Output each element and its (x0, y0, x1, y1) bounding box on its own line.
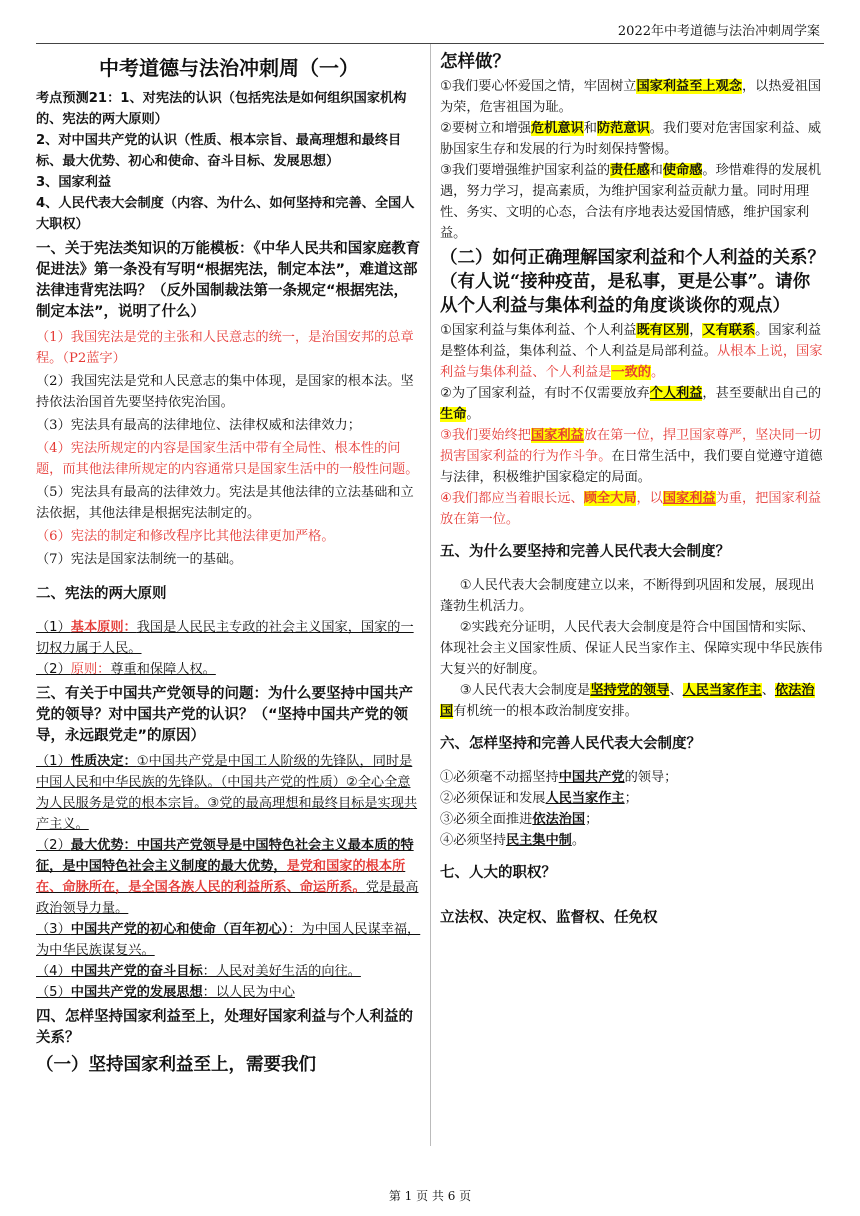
r-item-2-hl1: 危机意识 (530, 121, 584, 136)
q6-item-post: 。 (571, 833, 586, 848)
s-item-4-c: 为重，把国家利益放在第一位。 (440, 491, 822, 527)
q6-item-post: ； (585, 812, 599, 827)
q5-item-3-b: 有机统一的根本政治制度安排。 (453, 704, 638, 719)
sub2-heading: （二）如何正确理解国家利益和个人利益的关系？（有人说“接种疫苗，是私事，更是公事”。请你从个人利益与集体利益的角度谈谈你的观点） (440, 248, 825, 316)
q3-item-1-text: ①中国共产党是中国工人阶级的先锋队，同时是中国人民和中华民族的先锋队。（中国共产党的性质）②全心全意为人民服务是党的根本宗旨。③党的最高理想和最终目标是实现共产主义。 (36, 754, 418, 832)
q5-item-3-hl1: 坚持党的领导 (590, 683, 670, 698)
q6-item (440, 830, 826, 851)
q6-item (440, 767, 826, 788)
q5-item-3-hl2: 人民当家作主 (682, 683, 762, 698)
q5-item-3 (440, 680, 826, 722)
q7-heading: 七、人大的职权？ (440, 865, 556, 881)
s-item-1-hl3: 一致的 (611, 365, 651, 380)
q3-item-2-end: 党是最高政治领导力量。 (36, 880, 419, 916)
q5-item-3-a: ③人民代表大会制度是 (459, 683, 591, 698)
r-item-3-b: 。珍惜难得的发展机遇，努力学习，提高素质，为维护国家利益贡献力量。同时用理性、务实、文明的心态，合法有序地表达爱国情感，维护国家利益。 (440, 163, 822, 241)
q2-item-1 (36, 617, 422, 659)
s-item-1-end: 。 (651, 365, 665, 380)
r-item-2-b: 。我们要对危害国家利益、威胁国家生存和发展的行为时刻保持警惕。 (440, 121, 822, 157)
q3-item-5-key: 中国共产党的发展思想 (70, 985, 203, 1000)
q3-item-1-key: 性质决定： (70, 754, 137, 769)
q3-heading: 三、有关于中国共产党领导的问题：为什么要坚持中国共产党的领导？对中国共产党的认识？（“坚持中国共产党的领导，永远跟党走”的原因） (36, 686, 413, 744)
q3-item-5-text: ：以人民为中心 (202, 985, 295, 1000)
q3-item-4-num: （4） (36, 964, 71, 979)
page-header: 2022年中考道德与法治冲刺周学案 (617, 24, 820, 39)
s-item-1-a: ①国家利益与集体利益、个人利益 (440, 323, 637, 338)
q1-item: （7）宪法是国家法制统一的基础。 (36, 552, 243, 567)
s-item-4-hl2: 国家利益 (662, 491, 716, 506)
q2-item-1-text: 我国是人民民主专政的社会主义国家，国家的一切权力属于人民。 (36, 620, 414, 656)
column-divider (430, 44, 431, 1146)
q3-item-3-key: 中国共产党的初心和使命（百年初心） (70, 922, 289, 937)
s-item-1-hl1: 既有区别 (636, 323, 690, 338)
q3-item-3 (36, 919, 422, 961)
q6-item-post: ； (624, 791, 638, 806)
q6-item-key: 民主集中制 (505, 833, 572, 848)
s-item-3 (440, 425, 826, 488)
q2-item-2-text: 尊重和保障人权。 (110, 662, 216, 677)
q1-item: （6）宪法的制定和修改程序比其他法律更加严格。 (36, 529, 335, 544)
s-item-1-red: 从根本上说，国家利益与集体利益、个人利益是 (440, 344, 823, 380)
intro-block (36, 88, 422, 235)
q1-item: （4）宪法所规定的内容是国家生活中带有全局性、根本性的问题，而其他法律所规定的内容通常只是国家生活中的一般性问题。 (36, 441, 419, 477)
q5-item-2: ②实践充分证明，人民代表大会制度是符合中国国情和实际、体现社会主义国家性质、保证人民当家作主、保障实现中华民族伟大复兴的好制度。 (440, 620, 823, 677)
q4-subheading: （一）坚持国家利益至上，需要我们 (36, 1055, 316, 1075)
q4-subheading-cont: 怎样做？ (440, 52, 510, 72)
q6-item-key: 人民当家作主 (545, 791, 625, 806)
s-item-2-hl1: 个人利益 (649, 386, 703, 401)
intro-line: 4、人民代表大会制度（内容、为什么、如何坚持和完善、全国人大职权） (36, 196, 415, 232)
s-item-4-a: ④我们都应当着眼长远、 (440, 491, 584, 506)
q6-item-post: 的领导； (624, 770, 678, 785)
q5-item-3-hl3: 依法治国 (440, 683, 815, 719)
r-item-2 (440, 118, 826, 160)
q1-heading: 一、关于宪法类知识的万能模板：《中华人民共和国家庭教育促进法》第一条没有写明“根据宪法，制定本法”，难道这部法律违背宪法吗？（反外国制裁法第一条规定“根据宪法，制定本法”，说明了什么） (36, 241, 421, 320)
s-item-2-hl2: 生命 (440, 407, 467, 422)
q6-item-pre: ④必须坚持 (440, 833, 506, 848)
q3-item-5-num: （5） (36, 985, 71, 1000)
s-item-2-a: ②为了国家利益，有时不仅需要放弃 (440, 386, 650, 401)
q6-item-key: 中国共产党 (558, 770, 625, 785)
r-item-3 (440, 160, 826, 244)
r-item-3-mid: 和 (649, 163, 663, 178)
q7-answer: 立法权、决定权、监督权、任免权 (440, 910, 658, 926)
q3-item-2-red: 是党和国家的根本所在、命脉所在，是全国各族人民的利益所系、命运所系。 (36, 859, 406, 895)
q4-heading: 四、怎样坚持国家利益至上，处理好国家利益与个人利益的关系？ (36, 1009, 413, 1046)
intro-line: 3、国家利益 (36, 175, 112, 190)
q6-item-pre: ①必须毫不动摇坚持 (440, 770, 559, 785)
q3-item-4-text: ：人民对美好生活的向往。 (202, 964, 361, 979)
q6-list (440, 767, 826, 851)
q2-heading: 二、宪法的两大原则 (36, 586, 167, 602)
q3-item-4-key: 中国共产党的奋斗目标 (70, 964, 203, 979)
q3-item-2-key: 最大优势：中国共产党领导是中国特色社会主义最本质的特征，是中国特色社会主义制度的最大优势， (36, 838, 414, 874)
r-item-3-hl2: 使命感 (662, 163, 703, 178)
s-item-1-mid: ， (689, 323, 703, 338)
page-footer: 第 1 页 共 6 页 (388, 1189, 472, 1203)
q6-item (440, 809, 826, 830)
q5-item-3-s1: 、 (669, 683, 683, 698)
s-item-1 (440, 320, 826, 383)
s-item-1-b: 。国家利益是整体利益，集体利益、个人利益是局部利益。 (440, 323, 822, 359)
s-item-1-hl2: 又有联系 (702, 323, 756, 338)
q6-item (440, 788, 826, 809)
intro-line: 2、对中国共产党的认识（性质、根本宗旨、最高理想和最终目标、最大优势、初心和使命、奋斗目标、发展思想） (36, 133, 402, 169)
r-item-2-hl2: 防范意识 (596, 121, 650, 136)
q2-item-2-num: （2） (36, 662, 71, 677)
q1-item: （3）宪法具有最高的法律地位、法律权威和法律效力； (36, 418, 361, 433)
s-item-2 (440, 383, 826, 425)
left-column (36, 48, 422, 1168)
q1-item: （1）我国宪法是党的主张和人民意志的统一，是治国安邦的总章程。（P2蓝字） (36, 330, 414, 366)
r-item-1 (440, 76, 826, 118)
q3-item-4 (36, 961, 422, 982)
doc-title: 中考道德与法治冲刺周（一） (99, 56, 359, 80)
r-item-1-hl: 国家利益至上观念 (636, 79, 742, 94)
q1-item: （5）宪法具有最高的法律效力。宪法是其他法律的立法基础和立法依据，其他法律是根据宪法制定的。 (36, 485, 414, 521)
q3-item-2-num: （2） (36, 838, 71, 853)
q3-item-1-num: （1） (36, 754, 71, 769)
q2-item-1-num: （1） (36, 620, 71, 635)
q3-item-5 (36, 982, 422, 1003)
q5-item-1: ①人民代表大会制度建立以来，不断得到巩固和发展，展现出蓬勃生机活力。 (440, 578, 815, 614)
r-item-3-a: ③我们要增强维护国家利益的 (440, 163, 611, 178)
q2-item-2-key: 原则： (70, 662, 111, 677)
q2-item-2 (36, 659, 422, 680)
r-item-2-mid: 和 (583, 121, 597, 136)
s-item-2-end: 。 (466, 407, 480, 422)
s-item-2-b: ，甚至要献出自己的 (702, 386, 822, 401)
right-column (440, 48, 826, 1168)
r-item-1-b: ，以热爱祖国为荣，危害祖国为耻。 (440, 79, 822, 115)
q6-heading: 六、怎样坚持和完善人民代表大会制度？ (440, 736, 701, 752)
s-item-3-c: 在日常生活中，我们要自觉遵守道德与法律，积极维护国家稳定的局面。 (440, 449, 823, 485)
q6-item-pre: ②必须保证和发展 (440, 791, 546, 806)
r-item-3-hl1: 责任感 (610, 163, 650, 178)
q5-heading: 五、为什么要坚持和完善人民代表大会制度？ (440, 544, 730, 560)
q3-item-3-num: （3） (36, 922, 71, 937)
q6-item-key: 依法治国 (532, 812, 586, 827)
s-item-3-a: ③我们要始终把 (440, 428, 531, 443)
s-item-3-hl: 国家利益 (530, 428, 584, 443)
q3-item-3-text: ：为中国人民谋幸福，为中华民族谋复兴。 (36, 922, 421, 958)
s-item-4 (440, 488, 826, 530)
s-item-4-b: ，以 (636, 491, 663, 506)
q1-item: （2）我国宪法是党和人民意志的集中体现，是国家的根本法。坚持依法治国首先要坚持依宪治国。 (36, 374, 414, 410)
q6-item-pre: ③必须全面推进 (440, 812, 533, 827)
s-item-4-hl1: 顾全大局 (583, 491, 637, 506)
intro-line: 考点预测21：1、对宪法的认识（包括宪法是如何组织国家机构的、宪法的两大原则） (36, 91, 407, 127)
r-item-1-a: ①我们要心怀爱国之情，牢固树立 (440, 79, 637, 94)
q3-item-2 (36, 835, 422, 919)
s-item-3-b: 放在第一位，捍卫国家尊严，坚决同一切损害国家利益的行为作斗争。 (440, 428, 822, 464)
q3-item-1 (36, 751, 422, 835)
r-item-2-a: ②要树立和增强 (440, 121, 531, 136)
q1-list (36, 327, 422, 570)
q5-item-3-s2: 、 (761, 683, 775, 698)
q2-item-1-key: 基本原则： (70, 620, 137, 635)
